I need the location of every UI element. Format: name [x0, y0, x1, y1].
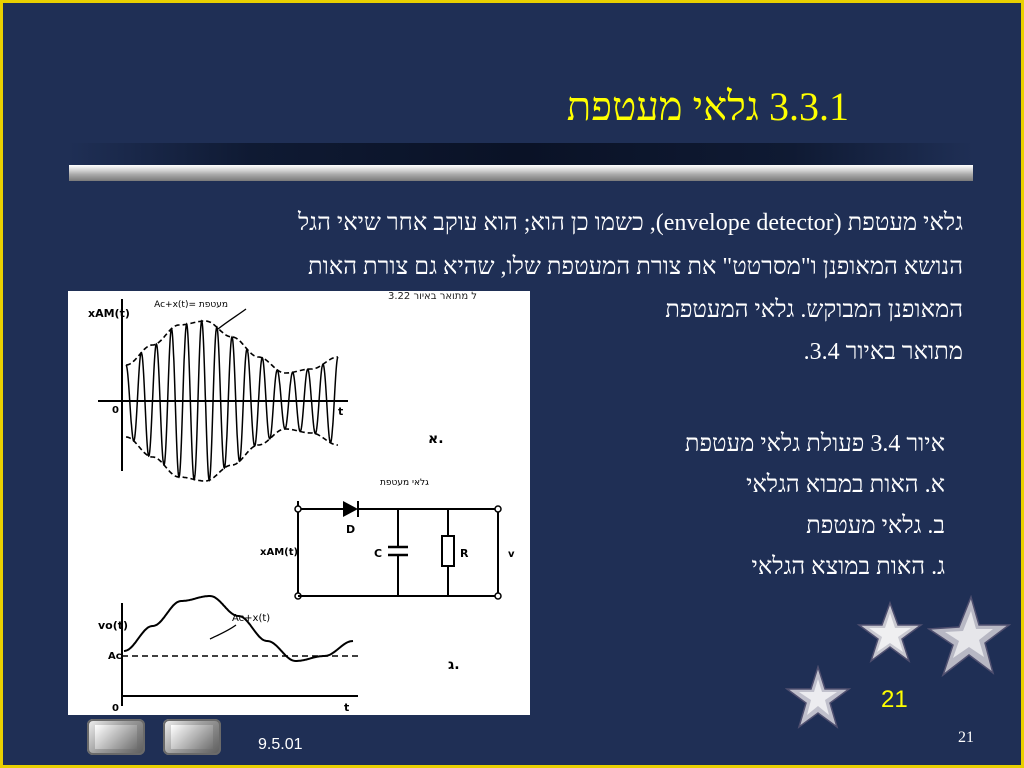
caption-line-2: א. האות במבוא הגלאי: [746, 472, 945, 498]
top-t-label: t: [338, 405, 344, 418]
title-underline-shadow: [69, 143, 973, 165]
bottom-zero-label: 0: [112, 703, 119, 714]
page-number: 21: [958, 729, 974, 746]
previous-slide-button[interactable]: [87, 719, 145, 755]
envelope-detector-figure: [68, 291, 530, 715]
caption-line-1: איור 3.4 פעולת גלאי מעטפת: [684, 431, 945, 457]
top-y-label: xAM(t): [88, 307, 130, 320]
paragraph-line-4: מתואר באיור 3.4.: [803, 339, 963, 365]
figure-label-g: ג.: [448, 657, 460, 673]
title-underline-bar: [69, 165, 973, 181]
diode-label: D: [346, 523, 356, 536]
paragraph-line-1: גלאי מעטפת (envelope detector), כשמו כן הוא; הוא עוקב אחר שיאי הגל: [297, 210, 963, 236]
top-zero-label: 0: [112, 405, 119, 416]
envelope-detector-circuit: [260, 478, 515, 599]
slide-date: 9.5.01: [258, 736, 303, 753]
figure-label-a: א.: [428, 431, 444, 447]
top-envelope-annotation: מעטפת =Ac+x(t): [154, 300, 228, 310]
star-icon: [785, 665, 851, 731]
capacitor-label: C: [374, 547, 383, 560]
detector-output-graph: [98, 596, 358, 714]
circuit-title: גלאי מעטפת: [380, 478, 429, 488]
paragraph-line-2: הנושא המאופנן ו"מסרטט" את צורת המעטפת שלו, שהיא גם צורת האות: [308, 254, 963, 280]
previous-slide-icon: [95, 725, 137, 749]
paragraph-line-3: המאופנן המבוקש. גלאי המעטפת: [665, 297, 963, 323]
bottom-ac-label: Ac: [108, 651, 122, 662]
star-icon: [927, 595, 1011, 679]
annotation-pointer: [218, 309, 246, 329]
caption-line-3: ב. גלאי מעטפת: [806, 513, 945, 539]
am-input-graph: [88, 299, 348, 481]
diode-symbol: [343, 501, 358, 517]
circuit-input-label: xAM(t): [260, 547, 299, 558]
next-slide-icon: [171, 725, 213, 749]
slide-title: 3.3.1 גלאי מעטפת: [566, 84, 849, 129]
resistor-label: R: [460, 547, 469, 560]
next-slide-button[interactable]: [163, 719, 221, 755]
lower-envelope: [126, 429, 338, 481]
caption-line-4: ג. האות במוצא הגלאי: [751, 554, 945, 580]
resistor-symbol: [442, 536, 454, 566]
svg-text:v: v: [508, 549, 515, 560]
clipped-top-text: ל מתואר באיור 3.22: [388, 291, 477, 302]
output-envelope-curve: [124, 596, 353, 661]
star-icon: [855, 601, 925, 665]
bottom-y-label: vo(t): [98, 619, 129, 632]
bottom-t-label: t: [344, 701, 350, 714]
slide: [3, 3, 1021, 765]
page-number-yellow: 21: [881, 686, 908, 713]
bottom-annotation: Ac+x(t): [232, 613, 271, 624]
